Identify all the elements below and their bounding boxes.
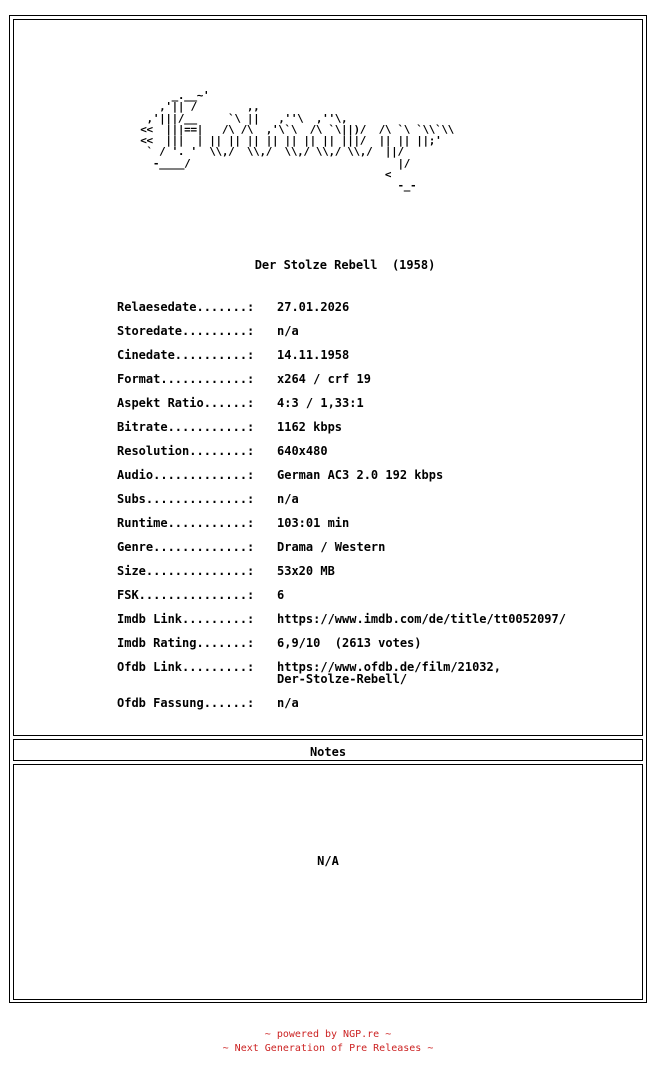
detail-key: Format............: bbox=[117, 372, 255, 386]
detail-key: Relaesedate.......: bbox=[117, 300, 255, 314]
detail-value: 1162 kbps bbox=[277, 420, 343, 434]
imdb-link[interactable]: https://www.imdb.com/de/title/tt0052097/ bbox=[277, 612, 566, 626]
ofdb-link[interactable]: https://www.ofdb.de/film/21032, Der-Stolze-Rebell/ bbox=[277, 660, 501, 686]
footer-powered-by: ~ powered by NGP.re ~ bbox=[264, 1029, 392, 1040]
footer-tagline: ~ Next Generation of Pre Releases ~ bbox=[222, 1043, 434, 1054]
detail-row bbox=[117, 565, 335, 577]
detail-value: 27.01.2026 bbox=[277, 300, 350, 314]
detail-row bbox=[117, 637, 422, 649]
detail-key: FSK...............: bbox=[117, 588, 255, 602]
detail-key: Imdb Link.........: bbox=[117, 612, 255, 626]
detail-value: 103:01 min bbox=[277, 516, 350, 530]
detail-key: Cinedate..........: bbox=[117, 348, 255, 362]
detail-row bbox=[117, 325, 299, 337]
notes-header bbox=[13, 739, 643, 761]
detail-key: Audio.............: bbox=[117, 468, 255, 482]
detail-row bbox=[117, 541, 385, 553]
detail-row bbox=[117, 697, 299, 709]
detail-key: Resolution........: bbox=[117, 444, 255, 458]
detail-row bbox=[117, 397, 364, 409]
detail-value: n/a bbox=[277, 492, 299, 506]
detail-key: Runtime...........: bbox=[117, 516, 255, 530]
detail-value: x264 / crf 19 bbox=[277, 372, 371, 386]
detail-value: 6,9/10 (2613 votes) bbox=[277, 636, 422, 650]
detail-key: Size..............: bbox=[117, 564, 255, 578]
info-panel bbox=[13, 19, 643, 736]
detail-key: Bitrate...........: bbox=[117, 420, 255, 434]
detail-key: Aspekt Ratio......: bbox=[117, 396, 255, 410]
goodboy-ascii-logo: _.__~' ,'|| / ,, ,'|||/__ `\ || ,''\ ,''\, << |||==| /\ /\ ,'\`\ /\ `\||)/ /\ `\ `\\`\\ << ||| | || || || || || || || |||/ || || ||;' ` / '. ' \\,/ \\,/ \\,/ \\,/ \\,/ ||/ -____/ |/ < -_- bbox=[140, 89, 454, 193]
detail-row bbox=[117, 373, 371, 385]
detail-key: Ofdb Fassung......: bbox=[117, 696, 255, 710]
detail-row bbox=[117, 469, 443, 481]
detail-value: 640x480 bbox=[277, 444, 328, 458]
detail-key: Subs..............: bbox=[117, 492, 255, 506]
detail-row bbox=[117, 421, 342, 433]
detail-row bbox=[117, 301, 349, 313]
detail-key: Genre.............: bbox=[117, 540, 255, 554]
notes-panel bbox=[13, 764, 643, 1000]
detail-value: 4:3 / 1,33:1 bbox=[277, 396, 364, 410]
detail-value: German AC3 2.0 192 kbps bbox=[277, 468, 444, 482]
detail-key: Ofdb Link.........: bbox=[117, 660, 255, 674]
detail-key: Storedate.........: bbox=[117, 324, 255, 338]
release-title: Der Stolze Rebell (1958) bbox=[254, 258, 436, 272]
detail-value: n/a bbox=[277, 324, 299, 338]
notes-title: Notes bbox=[309, 745, 347, 759]
detail-row bbox=[117, 493, 299, 505]
detail-row bbox=[117, 661, 501, 685]
detail-value: 14.11.1958 bbox=[277, 348, 350, 362]
detail-value: Drama / Western bbox=[277, 540, 386, 554]
detail-row bbox=[117, 445, 328, 457]
notes-text: N/A bbox=[317, 854, 339, 868]
detail-value: n/a bbox=[277, 696, 299, 710]
detail-row bbox=[117, 613, 566, 625]
detail-value: 6 bbox=[277, 588, 285, 602]
detail-row bbox=[117, 349, 349, 361]
detail-key: Imdb Rating.......: bbox=[117, 636, 255, 650]
detail-row bbox=[117, 517, 349, 529]
detail-row bbox=[117, 589, 284, 601]
detail-value: 53x20 MB bbox=[277, 564, 335, 578]
